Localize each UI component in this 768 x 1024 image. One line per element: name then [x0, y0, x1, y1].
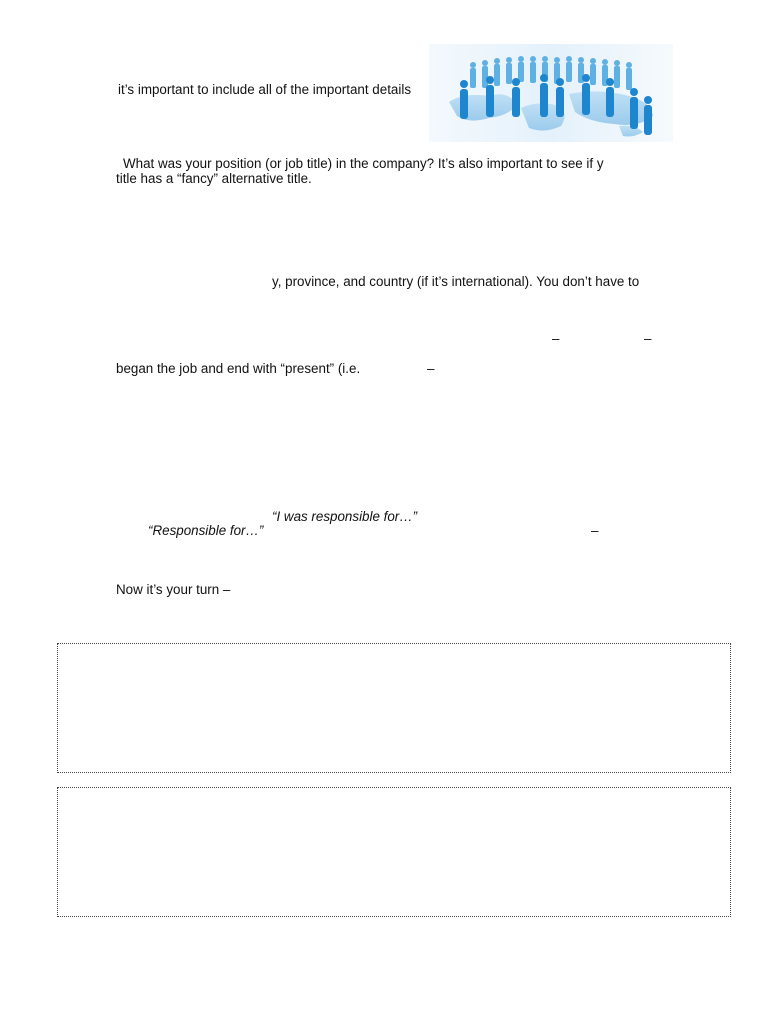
position-question-line-2: title has a “fancy” alternative title. [116, 171, 312, 186]
dash-4: – [591, 523, 599, 538]
people-world-map-image [429, 44, 673, 142]
position-question-line-1: What was your position (or job title) in the company? It’s also important to see if y [123, 156, 604, 171]
dates-text: began the job and end with “present” (i.e. [116, 361, 361, 376]
quote-responsible-short: “Responsible for…” [148, 523, 264, 538]
location-text: y, province, and country (if it’s international). You don’t have to [272, 274, 640, 289]
your-turn-text: Now it’s your turn – [116, 582, 231, 597]
intro-text: it’s important to include all of the important details [118, 82, 412, 97]
dash-1: – [552, 331, 560, 346]
answer-box-2[interactable] [57, 787, 731, 917]
quote-responsible-full: “I was responsible for…” [272, 509, 418, 524]
dash-2: – [644, 331, 652, 346]
answer-box-1[interactable] [57, 643, 731, 773]
dash-3: – [427, 361, 435, 376]
